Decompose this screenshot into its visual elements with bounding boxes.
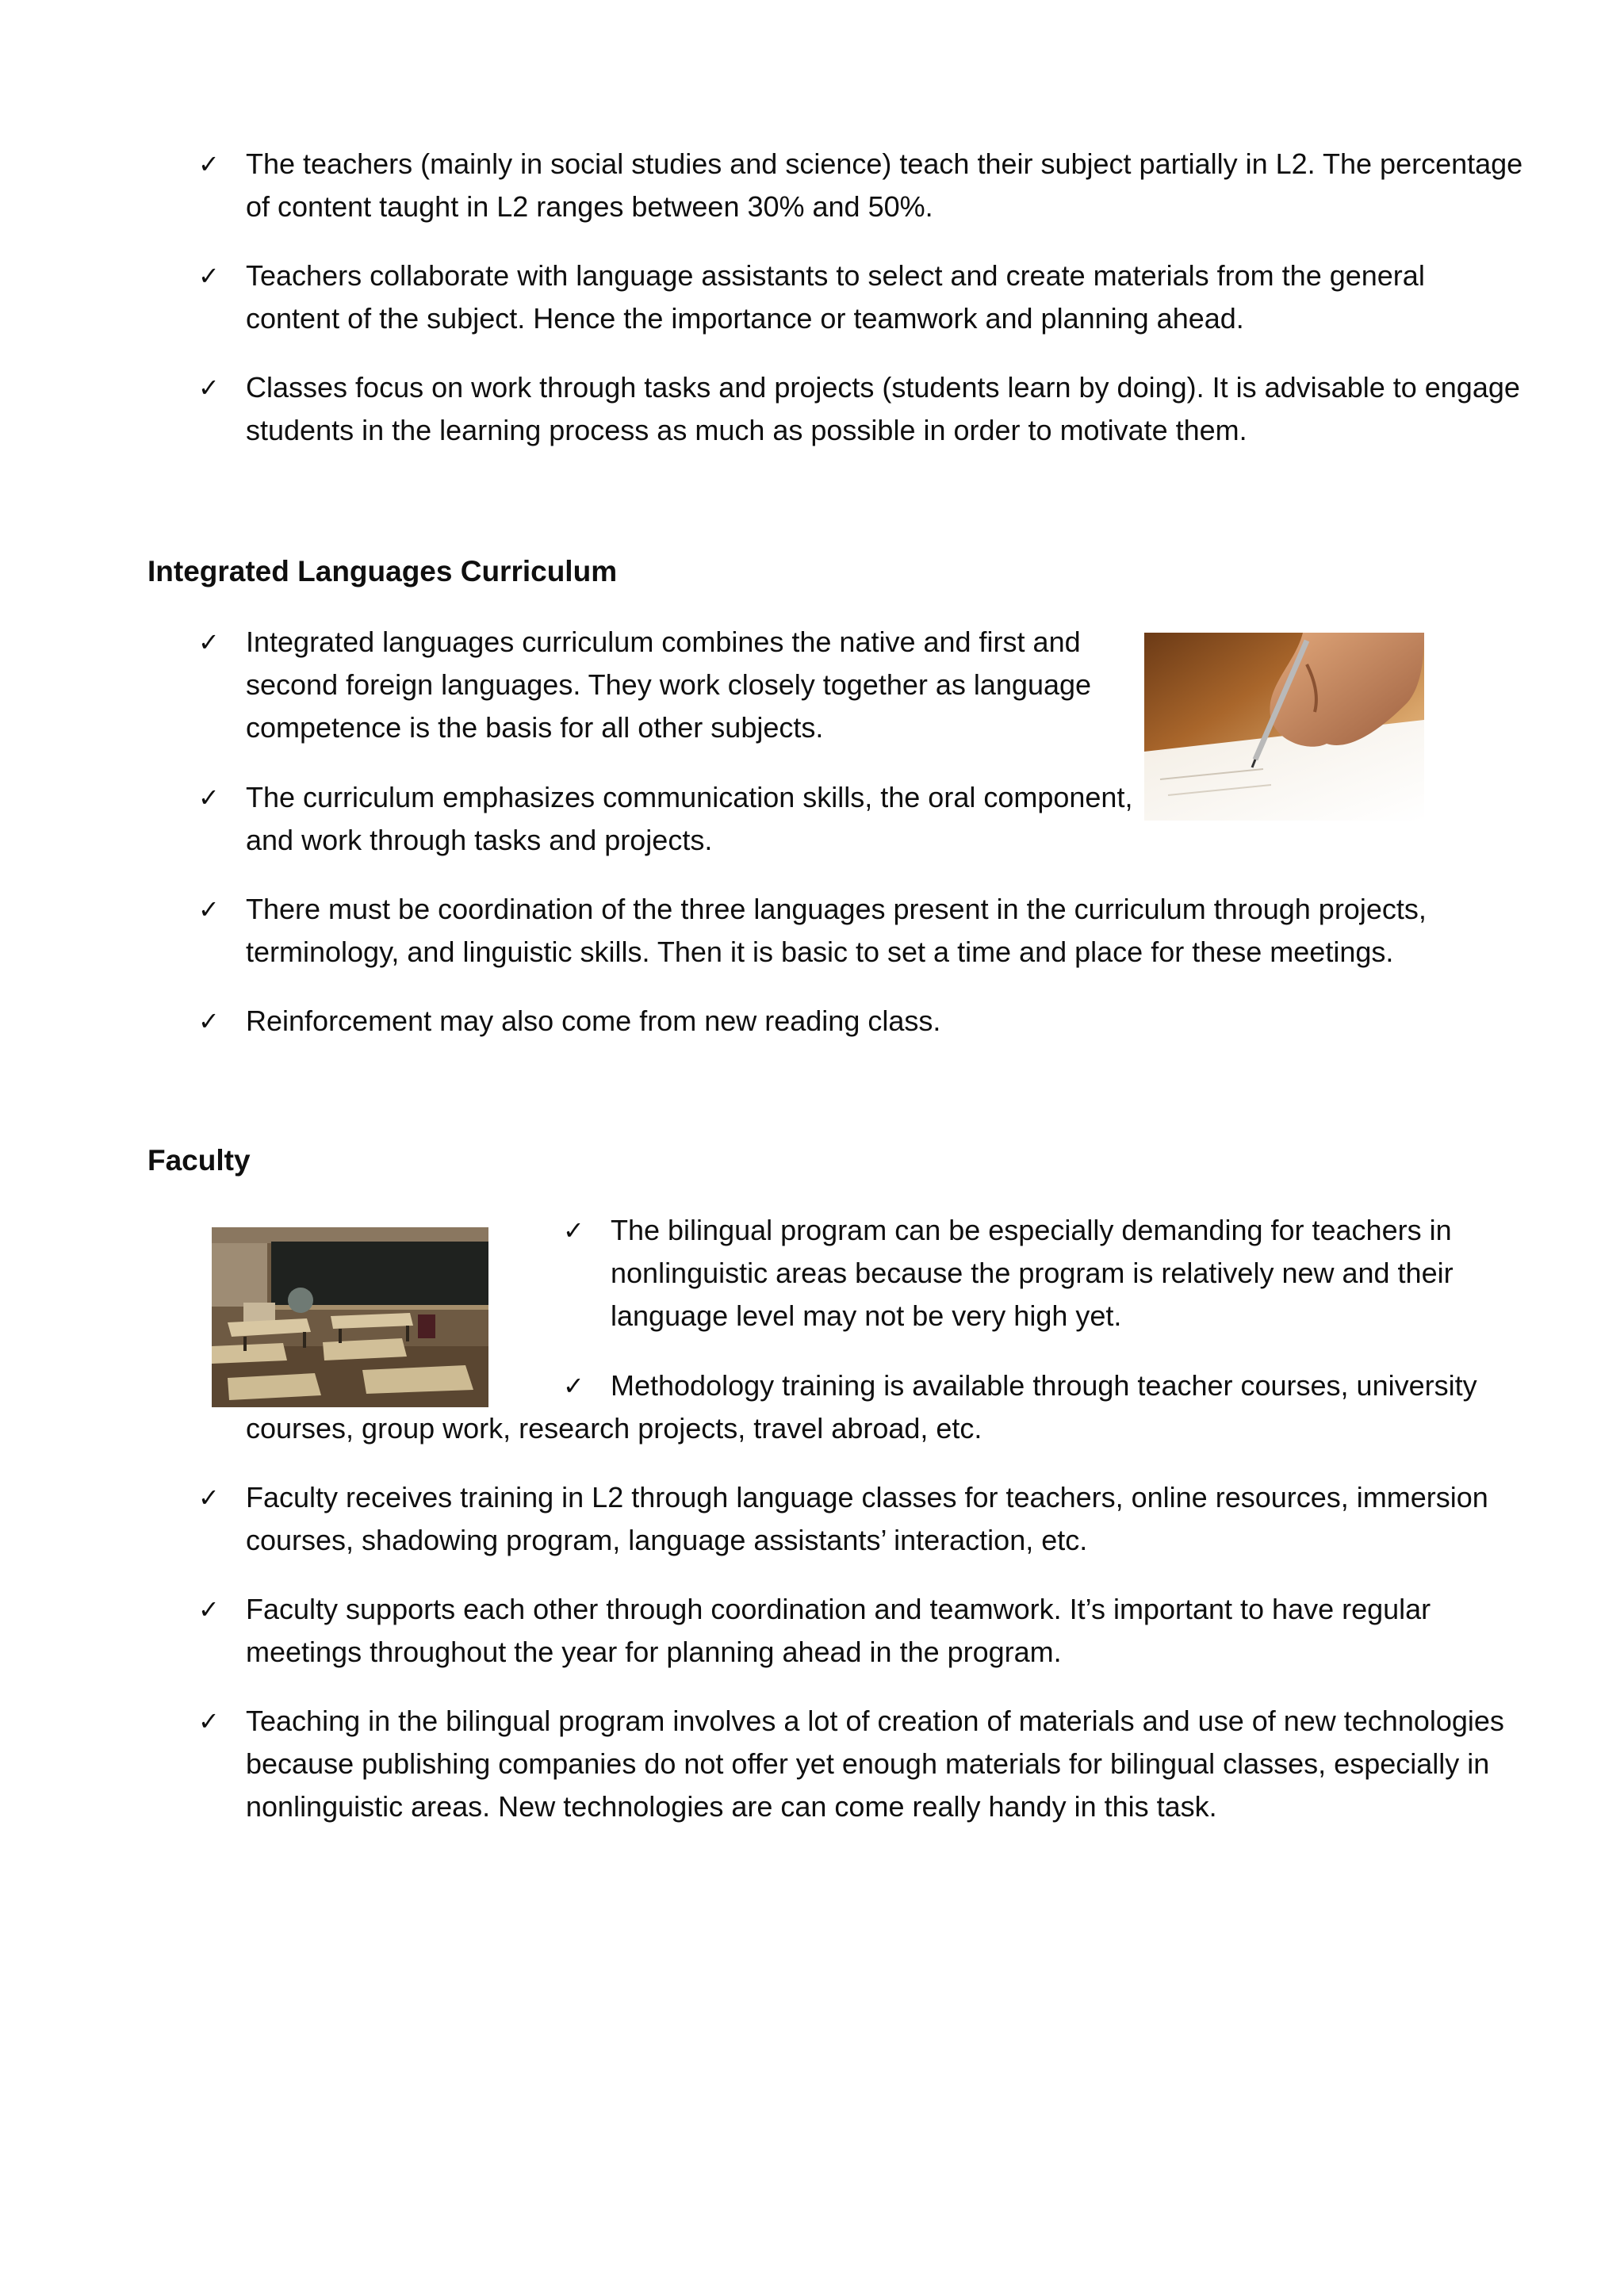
checkmark-icon: ✓ [198,261,220,291]
bullet-line: Integrated languages curriculum combines the native and first and [246,626,1081,658]
intro-bullet-1 [246,143,1522,228]
bullet-line: Reinforcement may also come from new reading class. [246,1004,941,1037]
bullet-line: competence is the basis for all other subjects. [246,711,824,744]
bullet-line: because publishing companies do not offer yet enough materials for bilingual classes, especially in [246,1747,1490,1780]
checkmark-icon: ✓ [198,1483,220,1513]
faculty-heading: Faculty [147,1144,251,1177]
writing-hand-illustration [1144,633,1424,821]
checkmark-icon: ✓ [198,1006,220,1036]
bullet-line: courses, shadowing program, language assistants’ interaction, etc. [246,1524,1088,1556]
bullet-line: The curriculum emphasizes communication skills, the oral component, [246,781,1133,813]
faculty-bullet-2-first-line [611,1364,1477,1407]
bullet-line: Classes focus on work through tasks and projects (students learn by doing). It is advisable to engage [246,371,1520,404]
bullet-line: There must be coordination of the three languages present in the curriculum through projects, [246,893,1427,925]
checkmark-icon: ✓ [198,783,220,813]
bullet-line: terminology, and linguistic skills. Then it is basic to set a time and place for these meetings. [246,936,1394,968]
checkmark-icon: ✓ [198,894,220,924]
intro-bullet-3 [246,366,1520,452]
checkmark-icon: ✓ [198,373,220,403]
bullet-line: The bilingual program can be especially demanding for teachers in [611,1214,1452,1246]
bullet-line: Faculty receives training in L2 through language classes for teachers, online resources, immersion [246,1481,1488,1513]
bullet-line: students in the learning process as much as possible in order to motivate them. [246,414,1247,446]
bullet-line: Faculty supports each other through coordination and teamwork. It’s important to have regular [246,1593,1431,1625]
integrated-bullet-2 [246,776,1132,862]
faculty-bullet-2-continuation [246,1407,982,1450]
bullet-line: nonlinguistic areas. New technologies are can come really handy in this task. [246,1790,1217,1823]
bullet-line: second foreign languages. They work closely together as language [246,668,1092,701]
bullet-line: Methodology training is available through teacher courses, university [611,1369,1477,1402]
checkmark-icon: ✓ [198,1594,220,1624]
writing-hand-photo [1144,633,1424,821]
bullet-line: nonlinguistic areas because the program is relatively new and their [611,1257,1454,1289]
checkmark-icon: ✓ [198,627,220,657]
faculty-bullet-1 [611,1209,1454,1337]
bullet-line: Teachers collaborate with language assistants to select and create materials from the general [246,259,1425,292]
checkmark-icon: ✓ [198,1706,220,1736]
intro-bullet-2 [246,254,1425,340]
bullet-line: meetings throughout the year for planning ahead in the program. [246,1636,1062,1668]
bullet-line: of content taught in L2 ranges between 30% and 50%. [246,190,933,223]
bullet-line: Teaching in the bilingual program involves a lot of creation of materials and use of new technologies [246,1705,1504,1737]
classroom-photo [212,1227,488,1407]
integrated-bullet-4 [246,1000,940,1043]
integrated-bullet-3 [246,888,1427,974]
bullet-line: courses, group work, research projects, travel abroad, etc. [246,1412,982,1445]
bullet-line: and work through tasks and projects. [246,824,713,856]
checkmark-icon: ✓ [563,1215,584,1246]
checkmark-icon: ✓ [563,1371,584,1401]
integrated-heading: Integrated Languages Curriculum [147,555,618,587]
checkmark-icon: ✓ [198,149,220,179]
bullet-line: language level may not be very high yet. [611,1299,1122,1332]
faculty-bullet-3 [246,1476,1488,1562]
bullet-line: The teachers (mainly in social studies and science) teach their subject partially in L2. The percentage [246,147,1523,180]
bullet-line: content of the subject. Hence the importance or teamwork and planning ahead. [246,302,1244,335]
integrated-bullet-1 [246,621,1091,749]
classroom-illustration [212,1227,488,1407]
faculty-bullet-5 [246,1700,1504,1828]
faculty-bullet-4 [246,1588,1431,1674]
